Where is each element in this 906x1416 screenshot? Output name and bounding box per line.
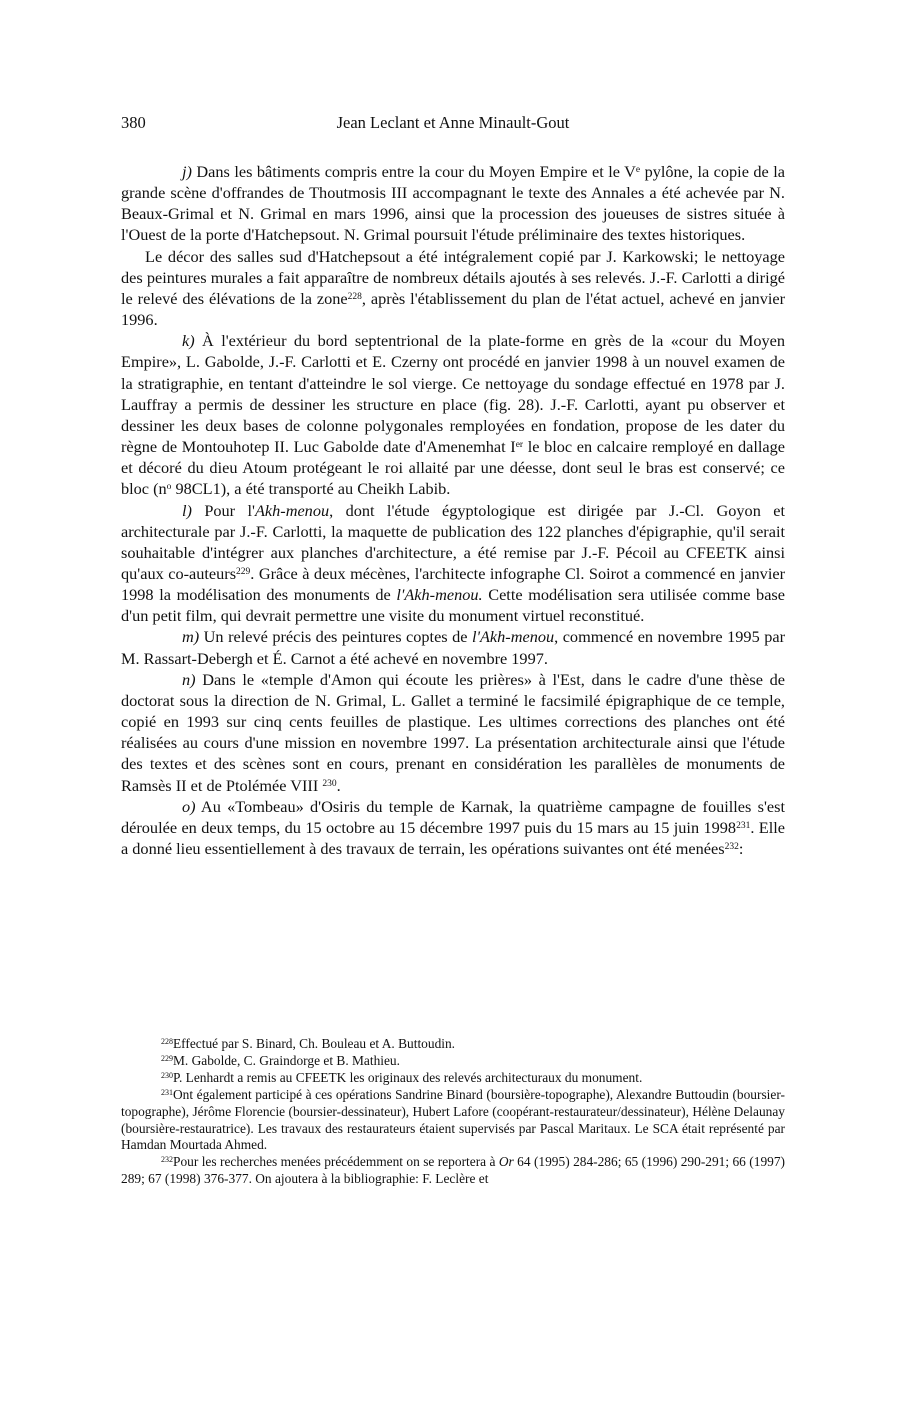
footnote-ref: 231: [736, 820, 751, 831]
paragraph-l: l) Pour l'Akh-menou, dont l'étude égyptologique est dirigée par J.-Cl. Goyon et architecturale par J.-F. Carlotti, la maquette de publication des 122 planches d'épigraphie, qu'il serait souhaitable d'intégrer aux planches d'architecture, a été remise par J.-F. Pécoil au CFEETK ainsi qu'aux co-auteurs$^{229}$. Grâce à deux mécènes, l'architecte infographe Cl. Soirot a commencé en janvier 1998 la modélisation des monuments de l'Akh-menou. Cette modélisation sera utilisée comme base d'un petit film, qui devrait permettre une visite du monument virtuel reconstitué.: [121, 500, 785, 626]
footnote-ref: 232: [724, 842, 739, 852]
paragraph-k: k) À l'extérieur du bord septentrional de la plate-forme en grès de la «cour du Moyen Empire», L. Gabolde, J.-F. Carlotti et E. Czerny ont procédé en janvier 1998 à un nouvel examen de la stratigraphie, en tentant d'atteindre le sol vierge. Ce nettoyage du sondage effectué en 1978 par J. Lauffray a permis de dessiner les structure en place (fig. 28). J.-F. Carlotti, ayant pu observer et dessiner les deux bases de colonne polygonales remployées en fondation, propose de les dater du règne de Montouhotep II. Luc Gabolde date d'Amenemhat Ier le bloc en calcaire remployé en dallage et décoré du dieu Atoum protégeant le roi allaité par une déesse, dont seul le bras est conservé; ce bloc ($n^o$ 98CL1), a été transporté au Cheikh Labib.: [121, 331, 785, 499]
footnote-ref: 229: [236, 566, 251, 577]
paragraph-decor: Le décor des salles sud d'Hatchepsout a été intégralement copié par J. Karkowski; le nettoyage des peintures murales a fait apparaître de nombreux détails ajoutés à ses relevés. J.-F. Carlotti a dirigé le relevé des élévations de la zone$^{228}$, après l'établissement du plan de l'état actuel, achevé en janvier 1996.: [121, 246, 786, 330]
body-text: [121, 161, 785, 859]
paragraph-j: j) Dans les bâtiments compris entre la cour du Moyen Empire et le Ve pylône, la copie de la grande scène d'offrandes de Thoutmosis III accompagnant le texte des Annales a été achevée par N. Beaux-Grimal et N. Grimal en mars 1996, ainsi que la procession des joueuses de sistres située à l'Ouest de la porte d'Hatchepsout. N. Grimal poursuit l'étude préliminaire des textes historiques.: [121, 162, 785, 245]
paragraph-o: o) Au «Tombeau» d'Osiris du temple de Karnak, la quatrième campagne de fouilles s'est déroulée en deux temps, du 15 octobre au 15 décembre 1997 puis du 15 mars au 15 juin 1998$^{231}$. Elle a donné lieu essentiellement à des travaux de terrain, les opérations suivantes ont été menées$^{232}$:: [121, 796, 786, 858]
footnotes: [121, 1036, 785, 1188]
page-number: 380: [121, 113, 146, 132]
footnote-ref: 228: [347, 291, 362, 302]
paragraph-n: n) Dans le «temple d'Amon qui écoute les prières» à l'Est, dans le cadre d'une thèse de doctorat sous la direction de N. Grimal, L. Gallet a terminé le facsimilé épigraphique de ce temple, copié en 1993 sur cinq cents feuilles de plastique. Les ultimes corrections des planches ont été réalisées au cours d'une mission en novembre 1997. La présentation architecturale ainsi que l'étude des textes et des scènes sont en cours, prenant en considération les parallèles de monuments de Ramsès II et de Ptolémée VIII $^{230}$.: [121, 669, 785, 795]
running-header: [121, 113, 785, 139]
footnote: $^{229}$M. Gabolde, C. Graindorge et B. Mathieu.: [161, 1052, 400, 1068]
page: [121, 113, 785, 859]
footnote: $^{231}$Ont également participé à ces opérations Sandrine Binard (boursière-topographe), Alexandre Buttoudin (boursier-topographe), Jérôme Florencie (boursier-dessinateur), Hubert Lafore (coopérant-restaurateur/dessinateur), Hélène Delaunay (boursière-restauratrice). Les travaux des restaurateurs étaient supervisés par Pascal Maritaux. Le SCA était représenté par Hamdan Mourtada Ahmed.: [121, 1086, 785, 1153]
item-marker: o): [182, 796, 196, 816]
running-title: Jean Leclant et Anne Minault-Gout: [336, 113, 570, 132]
item-marker: n): [182, 669, 196, 689]
item-marker: m): [182, 627, 200, 647]
footnote-ref: 230: [322, 778, 337, 789]
item-marker: j): [182, 162, 192, 181]
footnote: $^{228}$Effectué par S. Binard, Ch. Bouleau et A. Buttoudin.: [161, 1036, 456, 1051]
paragraph-m: m) Un relevé précis des peintures coptes de l'Akh-menou, commencé en novembre 1995 par M. Rassart-Debergh et É. Carnot a été achevé en novembre 1997.: [121, 627, 785, 668]
footnote: $^{232}$Pour les recherches menées précédemment on se reportera à Or 64 (1995) 284-286; 65 (1996) 290-291; 66 (1997) 289; 67 (1998) 376-377. On ajoutera à la bibliographie: F. Leclère et: [121, 1154, 785, 1187]
footnote: $^{230}$P. Lenhardt a remis au CFEETK les originaux des relevés architecturaux du monument.: [161, 1069, 643, 1085]
item-marker: l): [182, 500, 192, 520]
item-marker: k): [182, 331, 195, 351]
